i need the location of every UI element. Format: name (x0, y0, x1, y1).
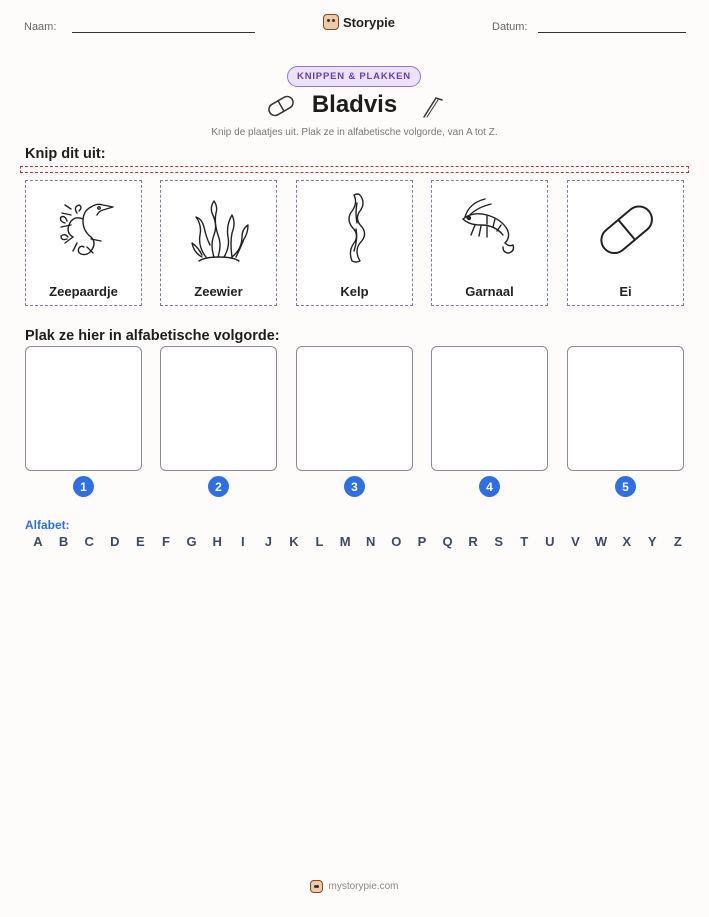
alphabet-letter: R (468, 534, 478, 549)
alphabet-letter: U (545, 534, 555, 549)
alphabet-letter: K (289, 534, 299, 549)
card-label: Zeepaardje (49, 284, 118, 299)
footer-url[interactable]: mystorypie.com (328, 881, 399, 892)
slot-number: 1 (73, 476, 94, 497)
alphabet-letter: J (264, 534, 272, 549)
alphabet-letter: V (571, 534, 580, 549)
paste-heading: Plak ze hier in alfabetische volgorde: (25, 328, 280, 344)
slot-number: 3 (344, 476, 365, 497)
slot-number: 4 (479, 476, 500, 497)
paste-box-5[interactable] (567, 346, 684, 471)
cut-card-egg[interactable] (567, 180, 684, 306)
slot-number: 5 (615, 476, 636, 497)
cut-line (20, 166, 689, 173)
alphabet-letter: H (212, 534, 222, 549)
card-label: Garnaal (465, 284, 514, 299)
card-label: Ei (619, 284, 632, 299)
alphabet-letter: X (622, 534, 631, 549)
alphabet-letter: S (494, 534, 504, 549)
paste-box-3[interactable] (296, 346, 413, 471)
alphabet-letter: A (33, 534, 43, 549)
alphabet-letter: L (315, 534, 324, 549)
shrimp-icon (455, 189, 525, 269)
alphabet-letter: D (110, 534, 120, 549)
egg-capsule-icon (591, 189, 661, 269)
storypie-logo (323, 14, 395, 30)
page-title: Bladvis (311, 91, 398, 118)
date-label: Datum: (492, 21, 528, 33)
footer (0, 880, 709, 893)
cut-card-seahorse[interactable] (25, 180, 142, 306)
alphabet-letter: I (240, 534, 245, 549)
storypie-logo-icon (310, 880, 323, 893)
alphabet-letter: F (161, 534, 170, 549)
alphabet-letter: O (391, 534, 402, 549)
alphabet-letter: G (186, 534, 197, 549)
activity-badge: KNIPPEN & PLAKKEN (287, 66, 421, 87)
alphabet-letter: E (136, 534, 145, 549)
alphabet-letter: B (58, 534, 69, 549)
storypie-logo-icon (323, 14, 339, 30)
alphabet-row (28, 534, 688, 549)
cut-card-shrimp[interactable] (431, 180, 548, 306)
alphabet-letter: Y (647, 534, 657, 549)
seahorse-icon (49, 189, 119, 269)
alphabet-letter: M (339, 534, 351, 549)
logo-text: Storypie (343, 14, 396, 30)
cut-heading: Knip dit uit: (25, 146, 106, 162)
alphabet-letter: P (417, 534, 427, 549)
alphabet-label: Alfabet: (25, 518, 70, 532)
cut-card-kelp[interactable] (296, 180, 413, 306)
alphabet-letter: C (84, 534, 94, 549)
paste-box-2[interactable] (160, 346, 277, 471)
kelp-icon (320, 189, 390, 269)
seaweed-icon (184, 189, 254, 269)
paste-box-4[interactable] (431, 346, 548, 471)
card-label: Kelp (340, 284, 369, 299)
alphabet-letter: N (366, 534, 376, 549)
cut-card-seaweed[interactable] (160, 180, 277, 306)
instructions: Knip de plaatjes uit. Plak ze in alfabetische volgorde, van A tot Z. (211, 127, 498, 138)
date-line (538, 32, 686, 33)
name-label: Naam: (24, 21, 57, 33)
straw-icon (418, 92, 446, 120)
alphabet-letter: Q (442, 534, 453, 549)
name-line (72, 32, 255, 33)
alphabet-letter: Z (673, 534, 682, 549)
slot-number: 2 (208, 476, 229, 497)
paste-box-1[interactable] (25, 346, 142, 471)
card-label: Zeewier (194, 284, 243, 299)
alphabet-letter: W (594, 534, 608, 549)
alphabet-letter: T (520, 534, 529, 549)
